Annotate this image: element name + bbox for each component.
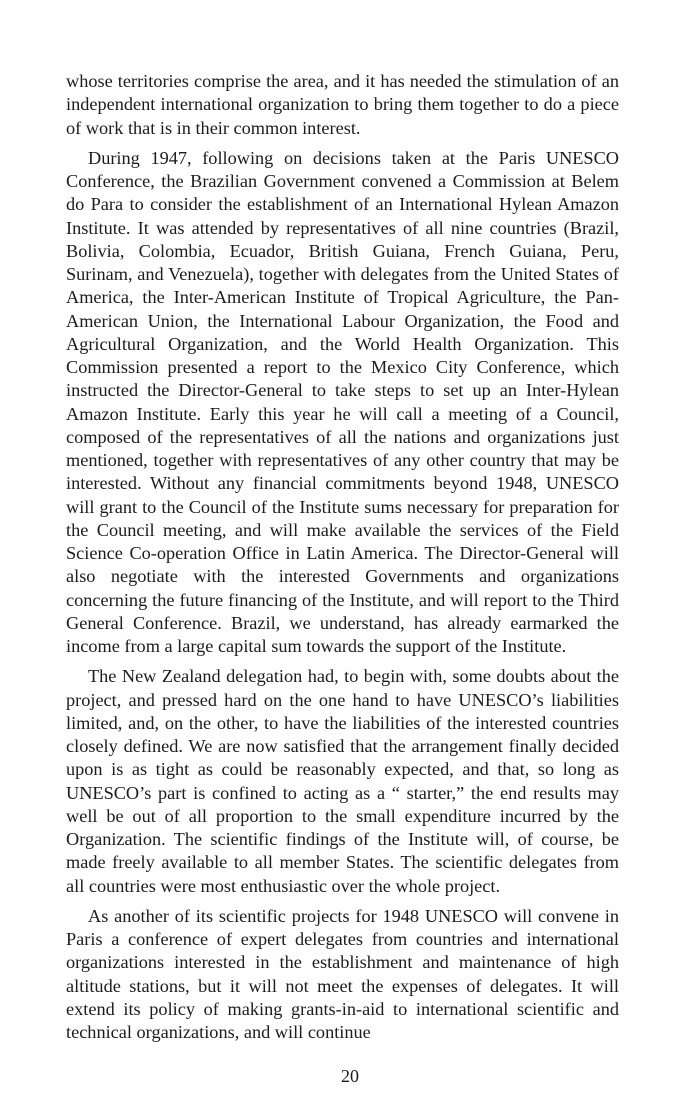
page-number: 20 <box>341 1066 359 1086</box>
body-text <box>66 70 619 1044</box>
paragraph-new-zealand-delegation: The New Zealand delegation had, to begin with, some doubts about the project, and pressed hard on the one hand to have UNESCO’s liabilities limited, and, on the other, to have the liabilities of the interested countries closely defined. We are now satisfied that the arrangement finally decided upon is as tight as could be reasonably expected, and that, so long as UNESCO’s part is confined to acting as a “ starter,” the end results may well be out of all proportion to the small expenditure incurred by the Organization. The scientific findings of the Institute will, of course, be made freely available to all member States. The scientific delegates from all countries were most enthusiastic over the whole project. <box>66 666 619 896</box>
paragraph-scientific-projects: As another of its scientific projects for 1948 UNESCO will convene in Paris a conference of expert delegates from countries and international organizations interested in the establishment and maintenance of high altitude stations, but it will not meet the expenses of delegates. It will extend its policy of making grants-in-aid to international scientific and technical organizations, and will continue <box>66 905 619 1042</box>
paragraph-continuation: whose territories comprise the area, and it has needed the stimulation of an independent international organization to bring them together to do a piece of work that is in their common interest. <box>66 71 619 138</box>
paragraph-hylean-institute: During 1947, following on decisions taken at the Paris UNESCO Conference, the Brazilian Government convened a Commission at Belem do Para to consider the establishment of an International Hylean Amazon Institute. It was attended by representatives of all nine countries (Brazil, Bolivia, Colombia, Ecuador, British Guiana, French Guiana, Peru, Surinam, and Venezuela), together with delegates from the United States of America, the Inter-American Institute of Tropical Agriculture, the Pan-American Union, the International Labour Organization, the Food and Agricultural Organization, and the World Health Organization. This Commission presented a report to the Mexico City Conference, which instructed the Director-General to take steps to set up an Inter-Hylean Amazon Institute. Early this year he will call a meeting of a Council, composed of the representatives of all the nations and organizations just mentioned, together with representatives of any other country that may be interested. Without any financial commitments beyond 1948, UNESCO will grant to the Council of the Institute sums necessary for preparation for the Council meeting, and will make available the services of the Field Science Co-operation Office in Latin America. The Director-General will also negotiate with the interested Governments and organizations concerning the future financing of the Institute, and will report to the Third General Conference. Brazil, we understand, has already earmarked the income from a large capital sum towards the support of the Institute. <box>66 147 619 656</box>
